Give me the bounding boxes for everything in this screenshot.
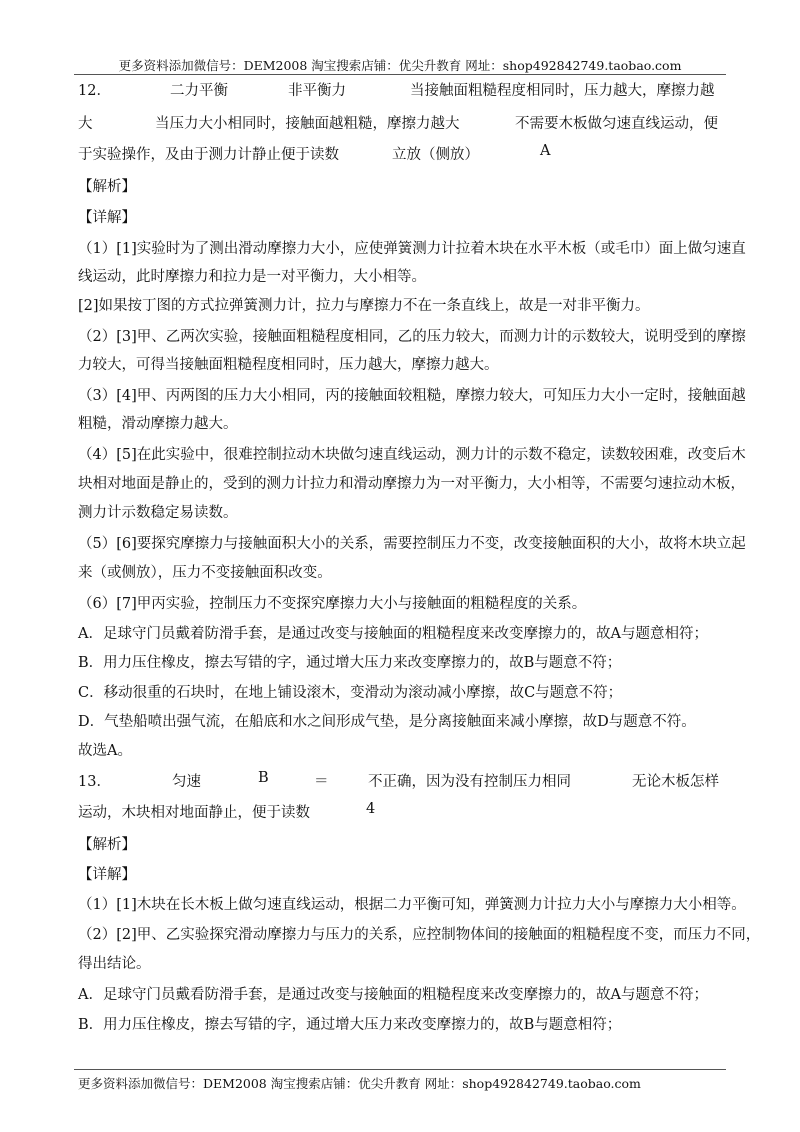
page-header: 更多资料添加微信号：DEM2008 淘宝搜索店铺：优尖升教育 网址：shop492842749.taobao.com — [118, 58, 682, 73]
q12-answer-5: 不需要木板做匀速直线运动，便 — [515, 116, 718, 132]
q13-option-b: B．用力压住橡皮，擦去写错的字，通过增大压力来改变摩擦力的，故B与题意相符； — [78, 1017, 622, 1033]
q12-detail-heading: 【详解】 — [78, 210, 136, 226]
header-divider — [74, 74, 726, 75]
q12-paragraph-line: 线运动，此时摩擦力和拉力是一对平衡力，大小相等。 — [78, 269, 426, 285]
q12-option-a: A．足球守门员戴着防滑手套，是通过改变与接触面的粗糙程度来改变摩擦力的，故A与题意相符； — [78, 626, 708, 642]
q13-answer-3: ＝ — [314, 774, 329, 790]
q13-answer-5-cont: 运动，木块相对地面静止，便于读数 — [78, 805, 310, 821]
q12-paragraph-line: （1）[1]实验时为了测出滑动摩擦力大小，应使弹簧测力计拉着木块在水平木板（或毛巾）面上做匀速直 — [78, 241, 746, 257]
q12-paragraph-line: （3）[4]甲、丙两图的压力大小相同，丙的接触面较粗糙，摩擦力较大，可知压力大小一定时，接触面越 — [78, 388, 746, 404]
q13-analysis-heading: 【解析】 — [78, 837, 136, 853]
q12-option-c: C．移动很重的石块时，在地上铺设滚木，变滑动为滚动减小摩擦，故C与题意不符； — [78, 685, 623, 701]
q13-answer-4: 不正确，因为没有控制压力相同 — [368, 774, 571, 790]
q12-paragraph-line: 力较大，可得当接触面粗糙程度相同时，压力越大，摩擦力越大。 — [78, 357, 499, 373]
q12-conclusion: 故选A。 — [78, 743, 132, 759]
q13-answer-1: 匀速 — [172, 774, 201, 790]
q12-answer-1: 二力平衡 — [170, 83, 228, 99]
footer-divider — [74, 1069, 726, 1070]
q12-analysis-heading: 【解析】 — [78, 179, 136, 195]
q12-paragraph-line: [2]如果按丁图的方式拉弹簧测力计，拉力与摩擦力不在一条直线上，故是一对非平衡力。 — [78, 298, 650, 314]
q12-answer-3: 当接触面粗糙程度相同时，压力越大，摩擦力越 — [410, 83, 715, 99]
q12-option-d: D．气垫船喷出强气流，在船底和水之间形成气垫，是分离接触面来减小摩擦，故D与题意不符。 — [78, 714, 696, 730]
q12-paragraph-line: （2）[3]甲、乙两次实验，接触面粗糙程度相同，乙的压力较大，而测力计的示数较大，说明受到的摩擦 — [78, 329, 746, 345]
q12-answer-7: A — [540, 143, 551, 159]
q12-answer-6: 立放（侧放） — [392, 147, 479, 163]
q12-paragraph-line: 块相对地面是静止的，受到的测力计拉力和滑动摩擦力为一对平衡力，大小相等，不需要匀速拉动木板， — [78, 476, 745, 492]
q12-paragraph-line: （4）[5]在此实验中，很难控制拉动木块做匀速直线运动，测力计的示数不稳定，读数较困难，改变后木 — [78, 447, 746, 463]
q13-option-a: A．足球守门员戴看防滑手套，是通过改变与接触面的粗糙程度来改变摩擦力的，故A与题意不符； — [78, 987, 708, 1003]
q12-answer-3-cont: 大 — [78, 116, 93, 132]
q12-option-b: B．用力压住橡皮，擦去写错的字，通过增大压力来改变摩擦力的，故B与题意不符； — [78, 655, 622, 671]
q13-number: 13． — [78, 774, 111, 790]
q13-answer-5: 无论木板怎样 — [632, 774, 719, 790]
q12-answer-2: 非平衡力 — [288, 83, 346, 99]
q12-paragraph-line: （6）[7]甲丙实验，控制压力不变探究摩擦力大小与接触面的粗糙程度的关系。 — [78, 596, 587, 612]
q12-answer-4: 当压力大小相同时，接触面越粗糙，摩擦力越大 — [155, 116, 460, 132]
q12-paragraph-line: （5）[6]要探究摩擦力与接触面积大小的关系，需要控制压力不变，改变接触面积的大小，故将木块立起 — [78, 536, 746, 552]
q13-paragraph-line: （1）[1]木块在长木板上做匀速直线运动，根据二力平衡可知，弹簧测力计拉力大小与摩擦力大小相等。 — [78, 897, 746, 913]
q12-answer-5-cont: 于实验操作，及由于测力计静止便于读数 — [78, 147, 339, 163]
q13-answer-6: 4 — [366, 801, 376, 817]
q12-paragraph-line: 测力计示数稳定易读数。 — [78, 505, 238, 521]
q13-paragraph-line: 得出结论。 — [78, 956, 151, 972]
q13-paragraph-line: （2）[2]甲、乙实验探究滑动摩擦力与压力的关系，应控制物体间的接触面的粗糙程度不变，而压力不同， — [78, 927, 761, 943]
page-footer: 更多资料添加微信号：DEM2008 淘宝搜索店铺：优尖升教育 网址：shop492842749.taobao.com — [78, 1076, 641, 1091]
q12-paragraph-line: 粗糙，滑动摩擦力越大。 — [78, 416, 238, 432]
q12-paragraph-line: 来（或侧放），压力不变接触面积改变。 — [78, 565, 332, 581]
q12-number: 12． — [78, 83, 111, 99]
q13-detail-heading: 【详解】 — [78, 867, 136, 883]
q13-answer-2: B — [258, 770, 269, 786]
